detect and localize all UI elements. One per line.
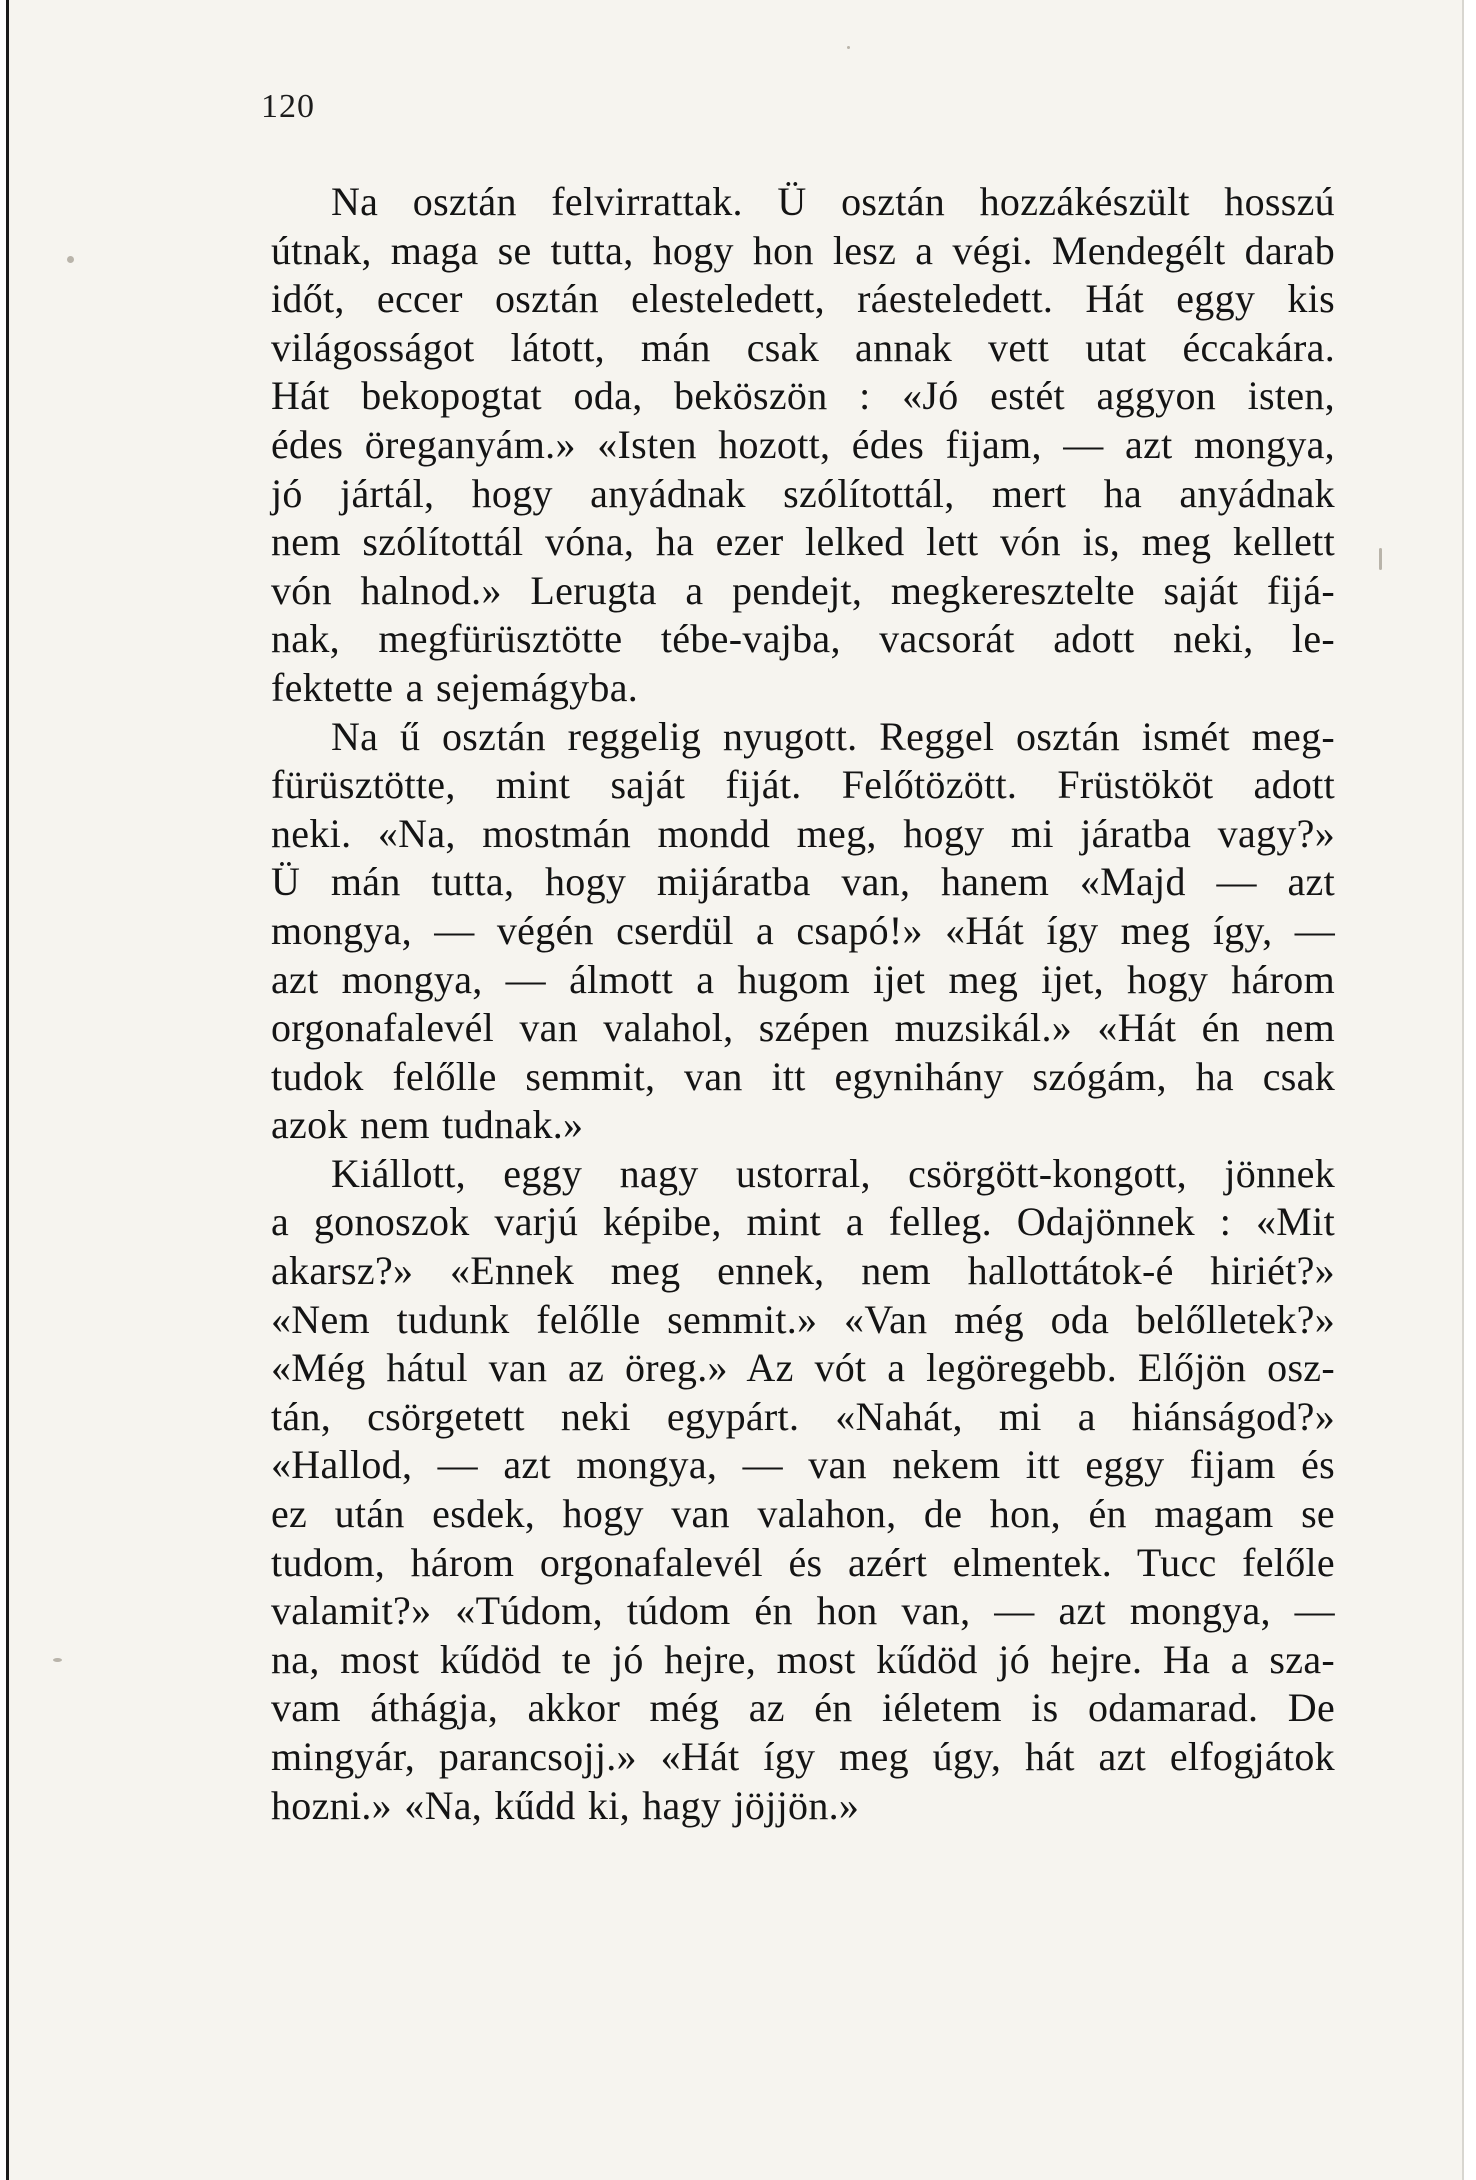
text-line: világosságot látott, mán csak annak vett utat éccakára. — [271, 324, 1335, 370]
text-line: valamit?» «Túdom, túdom én hon van, — azt mongya, — — [271, 1588, 1335, 1634]
text-line: orgonafalevél van valahol, szépen muzsikál.» «Hát én nem — [271, 1005, 1335, 1051]
page-number: 120 — [261, 88, 315, 125]
text-line: a gonoszok varjú képibe, mint a felleg. Odajönnek : «Mit — [271, 1199, 1335, 1245]
paper-speck — [1379, 548, 1382, 570]
text-line: időt, eccer osztán elesteledett, ráesteledett. Hát eggy kis — [271, 276, 1335, 322]
text-line: jó jártál, hogy anyádnak szólítottál, mert ha anyádnak — [271, 470, 1335, 516]
text-line: «Nem tudunk felőlle semmit.» «Van még oda belőlletek?» — [271, 1296, 1335, 1342]
text-line: azok nem tudnak.» — [271, 1102, 584, 1148]
text-line: nak, megfürüsztötte tébe-vajba, vacsorát adott neki, le- — [271, 616, 1335, 662]
text-line: azt mongya, — álmott a hugom ijet meg ijet, hogy három — [271, 956, 1335, 1002]
paragraph — [271, 178, 1335, 713]
paper-speck — [847, 46, 850, 49]
body-text — [271, 178, 1335, 1830]
text-line: tán, csörgetett neki egypárt. «Nahát, mi a hiánságod?» — [271, 1393, 1335, 1439]
text-line: nem szólítottál vóna, ha ezer lelked lett vón is, meg kellett — [271, 519, 1335, 565]
text-line: Na osztán felvirrattak. Ü osztán hozzákészült hosszú — [331, 179, 1335, 224]
text-line: «Még hátul van az öreg.» Az vót a legöregebb. Előjön osz- — [271, 1345, 1335, 1391]
text-line: hozni.» «Na, kűdd ki, hagy jöjjön.» — [271, 1782, 860, 1828]
text-line: tudok felőlle semmit, van itt egynihány szógám, ha csak — [271, 1053, 1335, 1099]
book-page — [6, 0, 1464, 2180]
text-line: tudom, három orgonafalevél és azért elmentek. Tucc felőle — [271, 1539, 1335, 1585]
text-line: ez után esdek, hogy van valahon, de hon, én magam se — [271, 1491, 1335, 1537]
text-line: fürüsztötte, mint saját fiját. Felőtözött. Früstököt adott — [271, 762, 1335, 808]
text-line: útnak, maga se tutta, hogy hon lesz a végi. Mendegélt darab — [271, 227, 1335, 273]
text-line: mongya, — végén cserdül a csapó!» «Hát így meg így, — — [271, 907, 1335, 953]
text-line: Na ű osztán reggelig nyugott. Reggel osztán ismét meg- — [331, 713, 1335, 759]
paper-speck — [53, 1658, 62, 1662]
text-line: fektette a sejemágyba. — [271, 664, 639, 710]
text-line: vam áthágja, akkor még az én iéletem is odamarad. De — [271, 1685, 1335, 1731]
text-line: mingyár, parancsojj.» «Hát így meg úgy, hát azt elfogjátok — [271, 1734, 1335, 1779]
text-line: akarsz?» «Ennek meg ennek, nem hallottátok-é hiriét?» — [271, 1248, 1335, 1294]
text-line: Ü mán tutta, hogy mijáratba van, hanem «Majd — azt — [271, 859, 1335, 905]
text-line: Hát bekopogtat oda, beköszön : «Jó estét aggyon isten, — [271, 373, 1335, 419]
paragraph — [271, 1150, 1335, 1830]
text-line: vón halnod.» Lerugta a pendejt, megkeresztelte saját fijá- — [271, 567, 1335, 613]
text-line: Kiállott, eggy nagy ustorral, csörgött-kongott, jönnek — [331, 1150, 1335, 1196]
text-line: na, most kűdöd te jó hejre, most kűdöd jó hejre. Ha a sza- — [271, 1636, 1335, 1682]
text-line: édes öreganyám.» «Isten hozott, édes fijam, — azt mongya, — [271, 421, 1335, 467]
paragraph — [271, 713, 1335, 1150]
paper-speck — [67, 256, 74, 263]
text-line: «Hallod, — azt mongya, — van nekem itt eggy fijam és — [271, 1442, 1335, 1488]
text-line: neki. «Na, mostmán mondd meg, hogy mi járatba vagy?» — [271, 810, 1335, 856]
